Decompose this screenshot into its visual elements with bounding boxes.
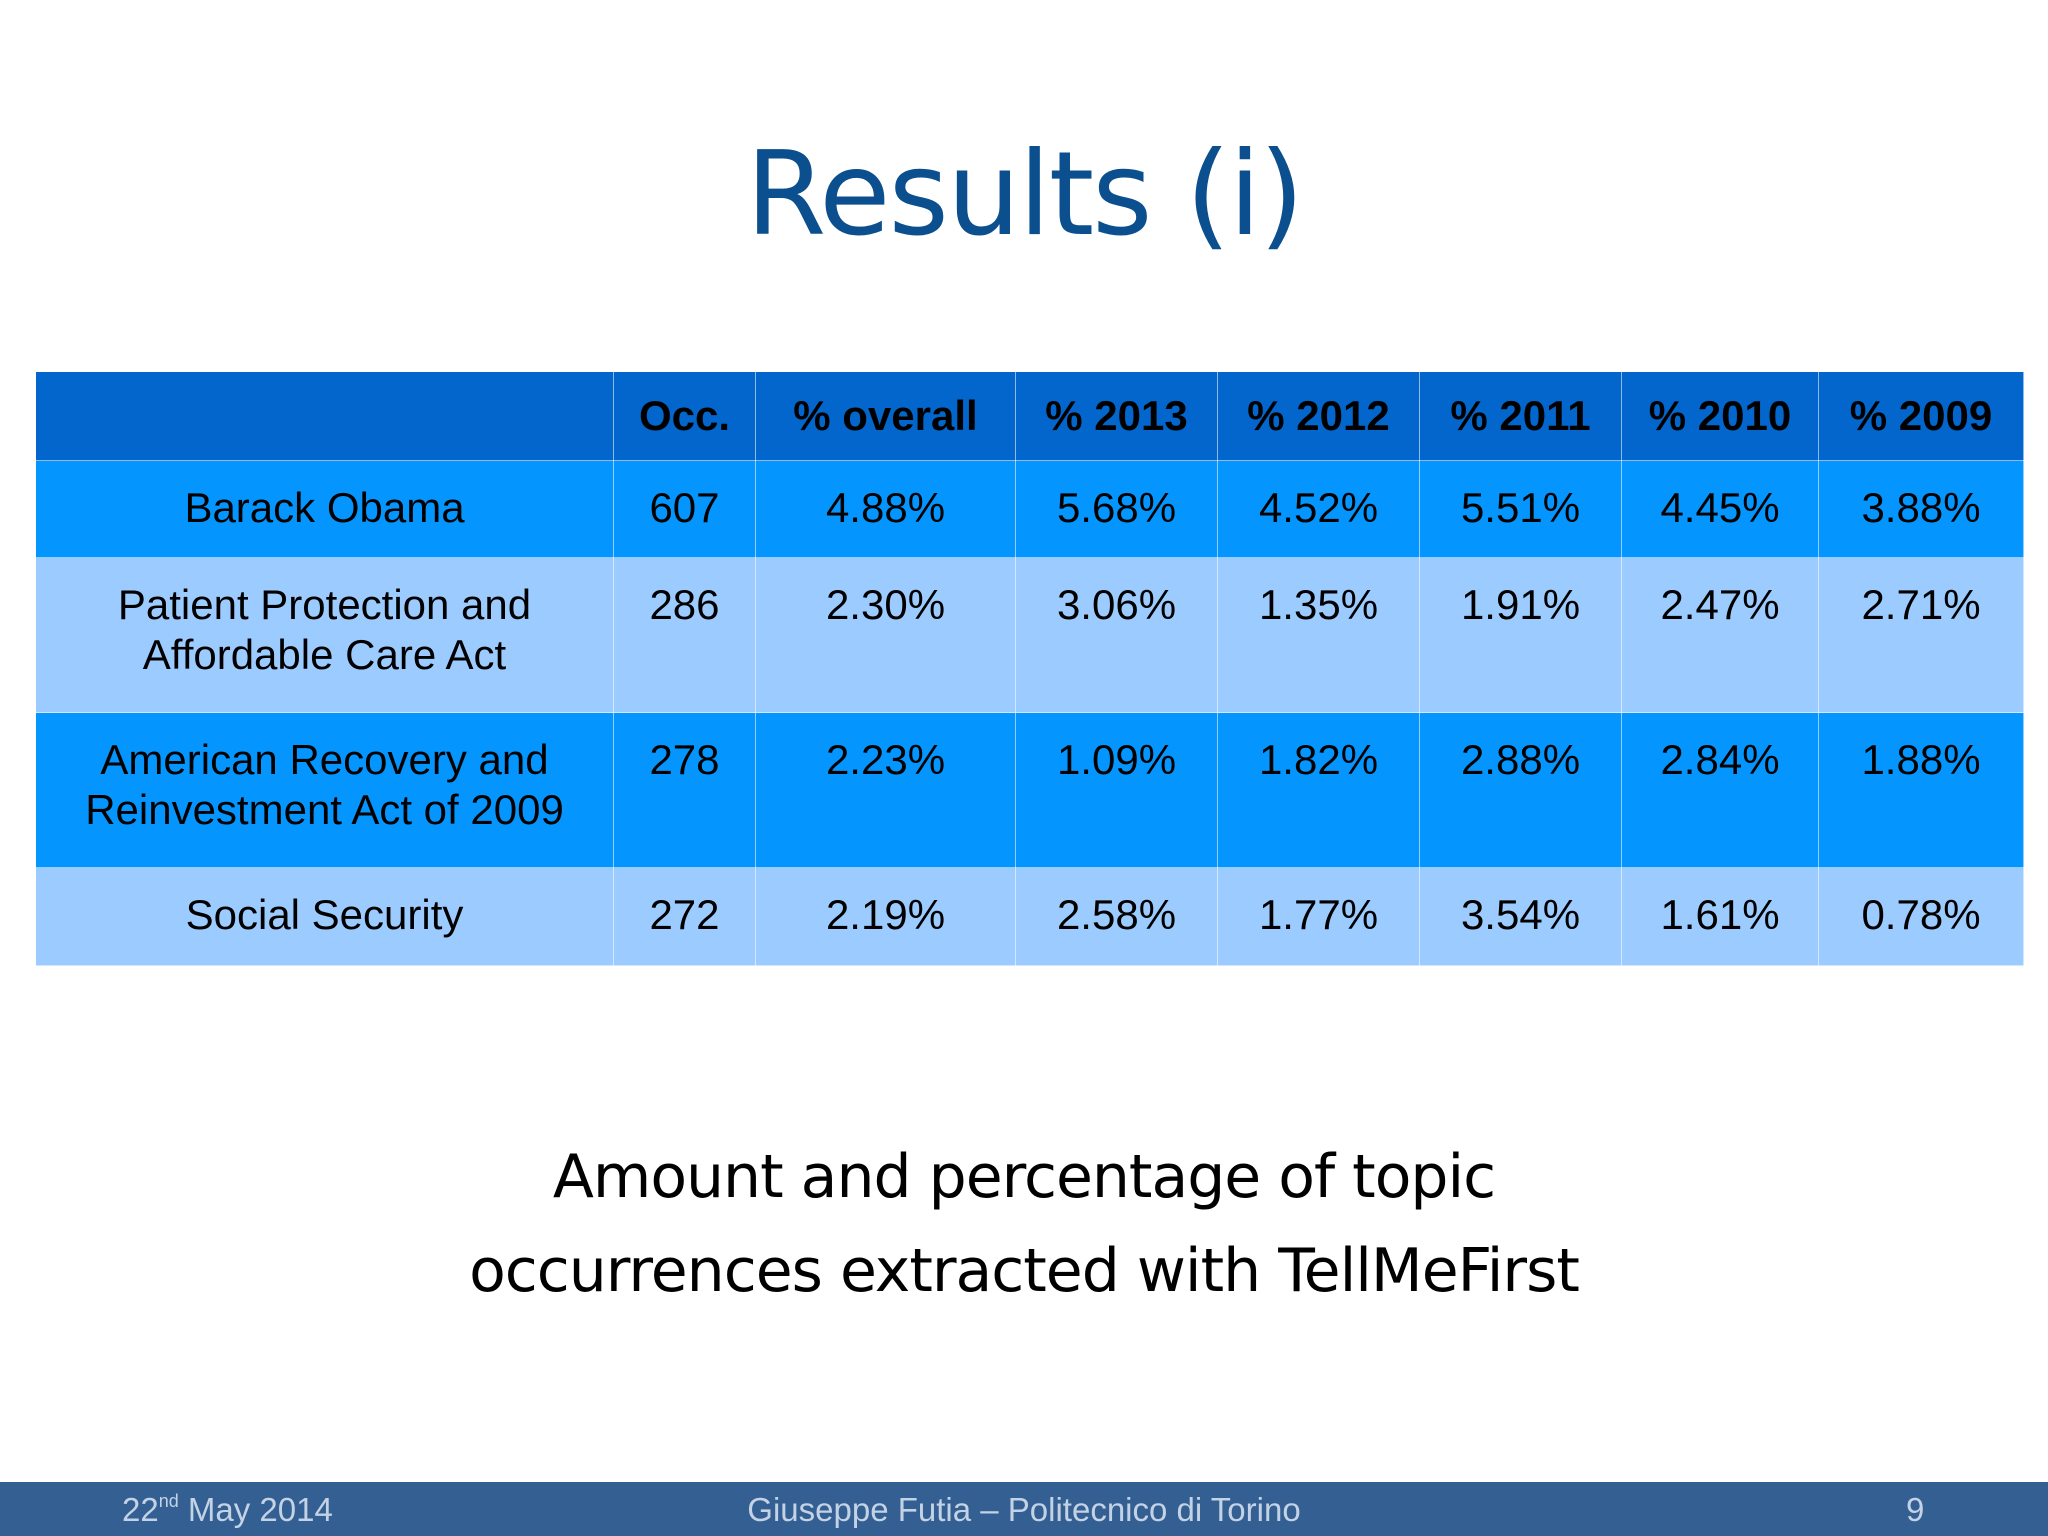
- footer-bar: [0, 1482, 2048, 1536]
- y2013-cell: 5.68%: [1016, 461, 1218, 558]
- y2009-cell: 1.88%: [1819, 713, 2024, 868]
- y2010-cell: 2.47%: [1622, 558, 1819, 713]
- table-header-row: [36, 372, 2024, 461]
- header-overall: % overall: [756, 372, 1016, 461]
- y2011-cell: 5.51%: [1420, 461, 1622, 558]
- header-topic: [36, 372, 614, 461]
- occ-cell: 607: [614, 461, 756, 558]
- y2009-cell: 3.88%: [1819, 461, 2024, 558]
- y2013-cell: 1.09%: [1016, 713, 1218, 868]
- results-table: [35, 371, 2024, 966]
- header-2012: % 2012: [1218, 372, 1420, 461]
- y2013-cell: 2.58%: [1016, 868, 1218, 966]
- occ-cell: 286: [614, 558, 756, 713]
- y2012-cell: 1.82%: [1218, 713, 1420, 868]
- footer-date-suffix: nd: [158, 1491, 179, 1511]
- y2011-cell: 2.88%: [1420, 713, 1622, 868]
- slide-title: Results (i): [745, 127, 1303, 262]
- occ-cell: 272: [614, 868, 756, 966]
- overall-cell: 4.88%: [756, 461, 1016, 558]
- page-number: 9: [1906, 1491, 1925, 1528]
- table-row: [36, 868, 2024, 966]
- y2011-cell: 1.91%: [1420, 558, 1622, 713]
- y2011-cell: 3.54%: [1420, 868, 1622, 966]
- topic-cell: [36, 713, 614, 868]
- y2012-cell: 1.35%: [1218, 558, 1420, 713]
- table-row: [36, 713, 2024, 868]
- slide-caption: [0, 1130, 2048, 1318]
- y2013-cell: 3.06%: [1016, 558, 1218, 713]
- y2010-cell: 2.84%: [1622, 713, 1819, 868]
- y2010-cell: 1.61%: [1622, 868, 1819, 966]
- topic-line: Reinvestment Act of 2009: [85, 786, 564, 833]
- header-2011: % 2011: [1420, 372, 1622, 461]
- table-row: [36, 461, 2024, 558]
- occ-cell: 278: [614, 713, 756, 868]
- y2009-cell: 2.71%: [1819, 558, 2024, 713]
- overall-cell: 2.23%: [756, 713, 1016, 868]
- y2009-cell: 0.78%: [1819, 868, 2024, 966]
- topic-line: Social Security: [185, 891, 464, 938]
- overall-cell: 2.30%: [756, 558, 1016, 713]
- topic-line: Patient Protection and: [117, 581, 532, 628]
- y2012-cell: 1.77%: [1218, 868, 1420, 966]
- table-row: [36, 558, 2024, 713]
- caption-line: occurrences extracted with TellMeFirst: [469, 1236, 1579, 1306]
- footer-date-rest: May 2014: [178, 1491, 333, 1528]
- footer-author: Giuseppe Futia – Politecnico di Torino: [747, 1491, 1301, 1528]
- overall-cell: 2.19%: [756, 868, 1016, 966]
- topic-line: American Recovery and: [100, 736, 549, 783]
- header-2009: % 2009: [1819, 372, 2024, 461]
- caption-line: Amount and percentage of topic: [552, 1142, 1496, 1212]
- topic-cell: [36, 868, 614, 966]
- topic-line: Affordable Care Act: [142, 631, 507, 678]
- footer-date-day: 22: [122, 1491, 159, 1528]
- header-2013: % 2013: [1016, 372, 1218, 461]
- y2010-cell: 4.45%: [1622, 461, 1819, 558]
- topic-cell: [36, 558, 614, 713]
- topic-line: Barack Obama: [184, 484, 465, 531]
- header-2010: % 2010: [1622, 372, 1819, 461]
- y2012-cell: 4.52%: [1218, 461, 1420, 558]
- header-occ: Occ.: [614, 372, 756, 461]
- topic-cell: [36, 461, 614, 558]
